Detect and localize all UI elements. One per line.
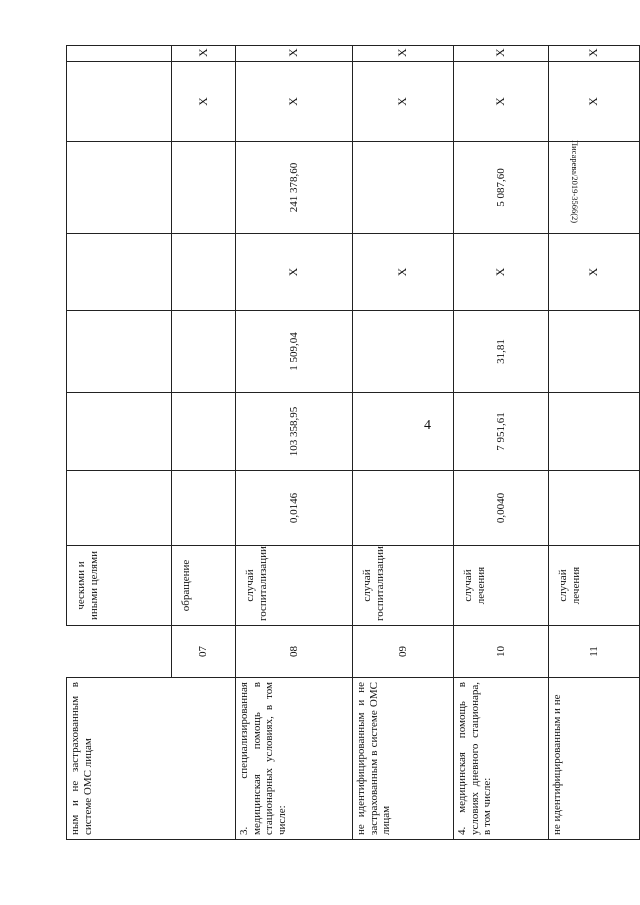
x-mark-cell: X [236,46,353,62]
unit-cell: случай лечения [549,546,640,626]
x-mark-cell: X [353,46,454,62]
unit-cell: случай лечения [454,546,549,626]
value-cell: 103 358,95 [236,393,353,471]
value-cell [172,234,236,311]
value-cell: 5 087,60 [454,142,549,234]
value-cell: 7 951,61 [454,393,549,471]
value-cell [353,393,454,471]
value-cell [549,393,640,471]
x-mark-cell: X [549,234,640,311]
value-cell [549,471,640,546]
x-mark-cell: X [172,62,236,142]
rotated-table-area [66,46,601,840]
value-cell [549,142,640,234]
table-row [236,46,353,840]
value-cell [172,142,236,234]
cost-table [66,45,640,840]
value-cell [353,311,454,393]
unit-cell: ческими и иными целями [67,546,172,626]
page-number: 4 [424,418,431,433]
unit-cell: случай госпитализации [353,546,454,626]
value-cell [353,471,454,546]
row-name-cell: не идентифицированным и не застрахованным в системе ОМС лицам [353,678,454,840]
x-mark-cell: X [236,62,353,142]
x-mark-cell: X [353,62,454,142]
x-mark-cell: X [454,234,549,311]
row-name-cell: 4. медицинская помощь в условиях дневного стационара, в том числе: [454,678,549,840]
row-code-cell: 10 [454,626,549,678]
x-mark-cell: X [549,62,640,142]
value-cell [172,393,236,471]
row-name-cell: ным и не застрахованным в системе ОМС лицам [67,678,236,840]
value-cell: 241 378,60 [236,142,353,234]
value-cell [172,311,236,393]
value-cell: 0,0146 [236,471,353,546]
table-row [67,46,172,840]
value-cell: 0,0040 [454,471,549,546]
row-name-cell: не идентифицированным и не [549,678,640,840]
table-row [549,46,640,840]
row-name-cell: 3. специализированная медицинская помощь в стационарных условиях, в том числе: [236,678,353,840]
x-mark-cell: X [454,46,549,62]
table-row [353,46,454,840]
value-cell [549,311,640,393]
value-cell [172,471,236,546]
table-row [454,46,549,840]
x-mark-cell: X [353,234,454,311]
x-mark-cell: X [236,234,353,311]
value-cell [353,142,454,234]
x-mark-cell: X [549,46,640,62]
x-mark-cell: X [454,62,549,142]
row-code-cell: 11 [549,626,640,678]
row-code-cell: 07 [172,626,236,678]
row-code-cell: 08 [236,626,353,678]
row-code-cell: 09 [353,626,454,678]
unit-cell: случай госпитализации [236,546,353,626]
x-mark-cell: X [172,46,236,62]
value-cell: 31,81 [454,311,549,393]
unit-cell: обращение [172,546,236,626]
rotated-table [66,46,601,840]
value-cell: 1 509,04 [236,311,353,393]
document-id-note: Писарева/2019-3566(2) [570,140,580,224]
